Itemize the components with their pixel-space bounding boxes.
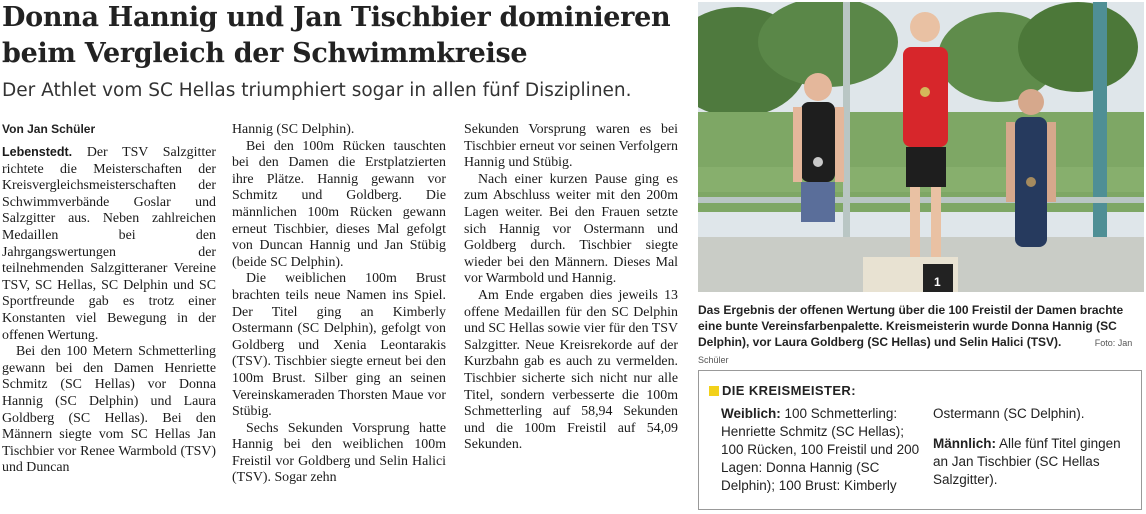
paragraph: Sekunden Vorsprung waren es bei Tischbier erneut vor seinen Verfolgern Hannig und Stübig. [464, 122, 678, 171]
podium-number: 1 [934, 275, 941, 289]
male-text: Alle fünf Titel gingen an Jan Tischbier (SC Hellas Salzgitter). [933, 436, 1121, 487]
subheadline: Der Athlet vom SC Hellas triumphiert sogar in allen fünf Disziplinen. [2, 80, 632, 101]
photo-caption [698, 302, 1144, 368]
dateline: Lebenstedt. [2, 145, 73, 159]
paragraph: Bei den 100m Rücken tauschten bei den Damen die Erstplatzierten ihre Plätze. Hannig gewann vor Schmitz und Goldberg. Die männlichen 100m Rücken gewann erneut Tischbier, dieses Mal gefolgt von Duncan Hannig und Jan Stübig (beide SC Delphin). [232, 138, 446, 270]
paragraph [2, 144, 216, 344]
paragraph: Sechs Sekunden Vorsprung hatte Hannig bei den weiblichen 100m Freistil vor Goldberg und Selin Halici (TSV). Sogar zehn [232, 420, 446, 486]
article-column-1 [2, 144, 216, 477]
paragraph: Bei den 100 Metern Schmetterling gewann bei den Damen Henriette Schmitz (SC Hellas) vor Donna Hannig (SC Delphin) und Laura Goldberg (SC Hellas). Bei den Männern siegte vom SC Hellas Jan Tischbier vor Renee Warmbold (TSV) und Duncan [2, 344, 216, 476]
byline: Von Jan Schüler [2, 122, 96, 136]
female-label: Weiblich: [721, 406, 781, 421]
yellow-square-icon [709, 386, 719, 396]
paragraph-text: Der TSV Salzgitter richtete die Meisterschaften der Kreisvergleichsmeisterschaften der Schwimmverbände Goslar und Salzgitter aus. Neben zahlreichen Medaillen bei den Jahrgangswertungen der teilnehmenden Salzgitteraner Vereine TSV, SC Hellas, SC Delphin und SC Sportfreunde gab es trotz einer Konstanten viel Bewegung in der offenen Wertung. [2, 145, 216, 343]
podium-photo-illustration [698, 2, 1144, 292]
female-text-continued: Ostermann (SC Delphin). [933, 406, 1085, 421]
info-column-1 [721, 405, 921, 495]
male-label: Männlich: [933, 436, 996, 451]
female-text: 100 Schmetterling: Henriette Schmitz (SC Hellas); 100 Rücken, 100 Freistil und 200 Lagen: Donna Hannig (SC Delphin); 100 Brust: Kimberly [721, 406, 920, 493]
article-column-3 [464, 122, 678, 454]
info-box [698, 370, 1142, 510]
photo-credit: Foto: Jan Schüler [698, 338, 1133, 365]
male-entry [933, 435, 1133, 489]
paragraph: Am Ende ergaben dies jeweils 13 offene Medaillen für den SC Delphin und SC Hellas sowie vier für den TSV Salzgitter. Neue Kreisrekorde auf der Kurzbahn gab es auch zu vermelden. Tischbier sicherte sich nicht nur alle Titel, sondern verbesserte die 100m Schmetterling auf 58,94 Sekunden und die 100m Freistil auf 54,09 Sekunden. [464, 287, 678, 453]
paragraph: Nach einer kurzen Pause ging es zum Abschluss weiter mit den 200m Lagen weiter. Bei den Frauen setzte sich Hannig vor Ostermann und Goldberg durch. Tischbier siegte wieder bei den Männern. Dieses Mal vor Warmbold und Hannig. [464, 171, 678, 287]
info-box-title-text: DIE KREISMEISTER: [722, 383, 856, 398]
article-column-2 [232, 122, 446, 487]
paragraph: Hannig (SC Delphin). [232, 122, 355, 137]
paragraph: Die weiblichen 100m Brust brachten teils neue Namen ins Spiel. Der Titel ging an Kimberly Ostermann (SC Delphin), gefolgt von Goldberg und Xenia Leontarakis (TSV). Tischbier siegte erneut bei den 100m Brust. Silber ging an seinen Vereinskameraden Thorsten Maue vor Stübig. [232, 271, 446, 420]
podium-photo [698, 2, 1144, 292]
info-box-title [709, 383, 856, 398]
headline: Donna Hannig und Jan Tischbier dominieren beim Vergleich der Schwimmkreise [2, 2, 671, 69]
caption-text: Das Ergebnis der offenen Wertung über die 100 Freistil der Damen brachte eine bunte Vereinsfarbenpalette. Kreismeisterin wurde Donna Hannig (SC Delphin), vor Laura Goldberg (SC Hellas) und Selin Halici (TSV). [698, 303, 1124, 349]
info-column-2 [933, 405, 1133, 489]
